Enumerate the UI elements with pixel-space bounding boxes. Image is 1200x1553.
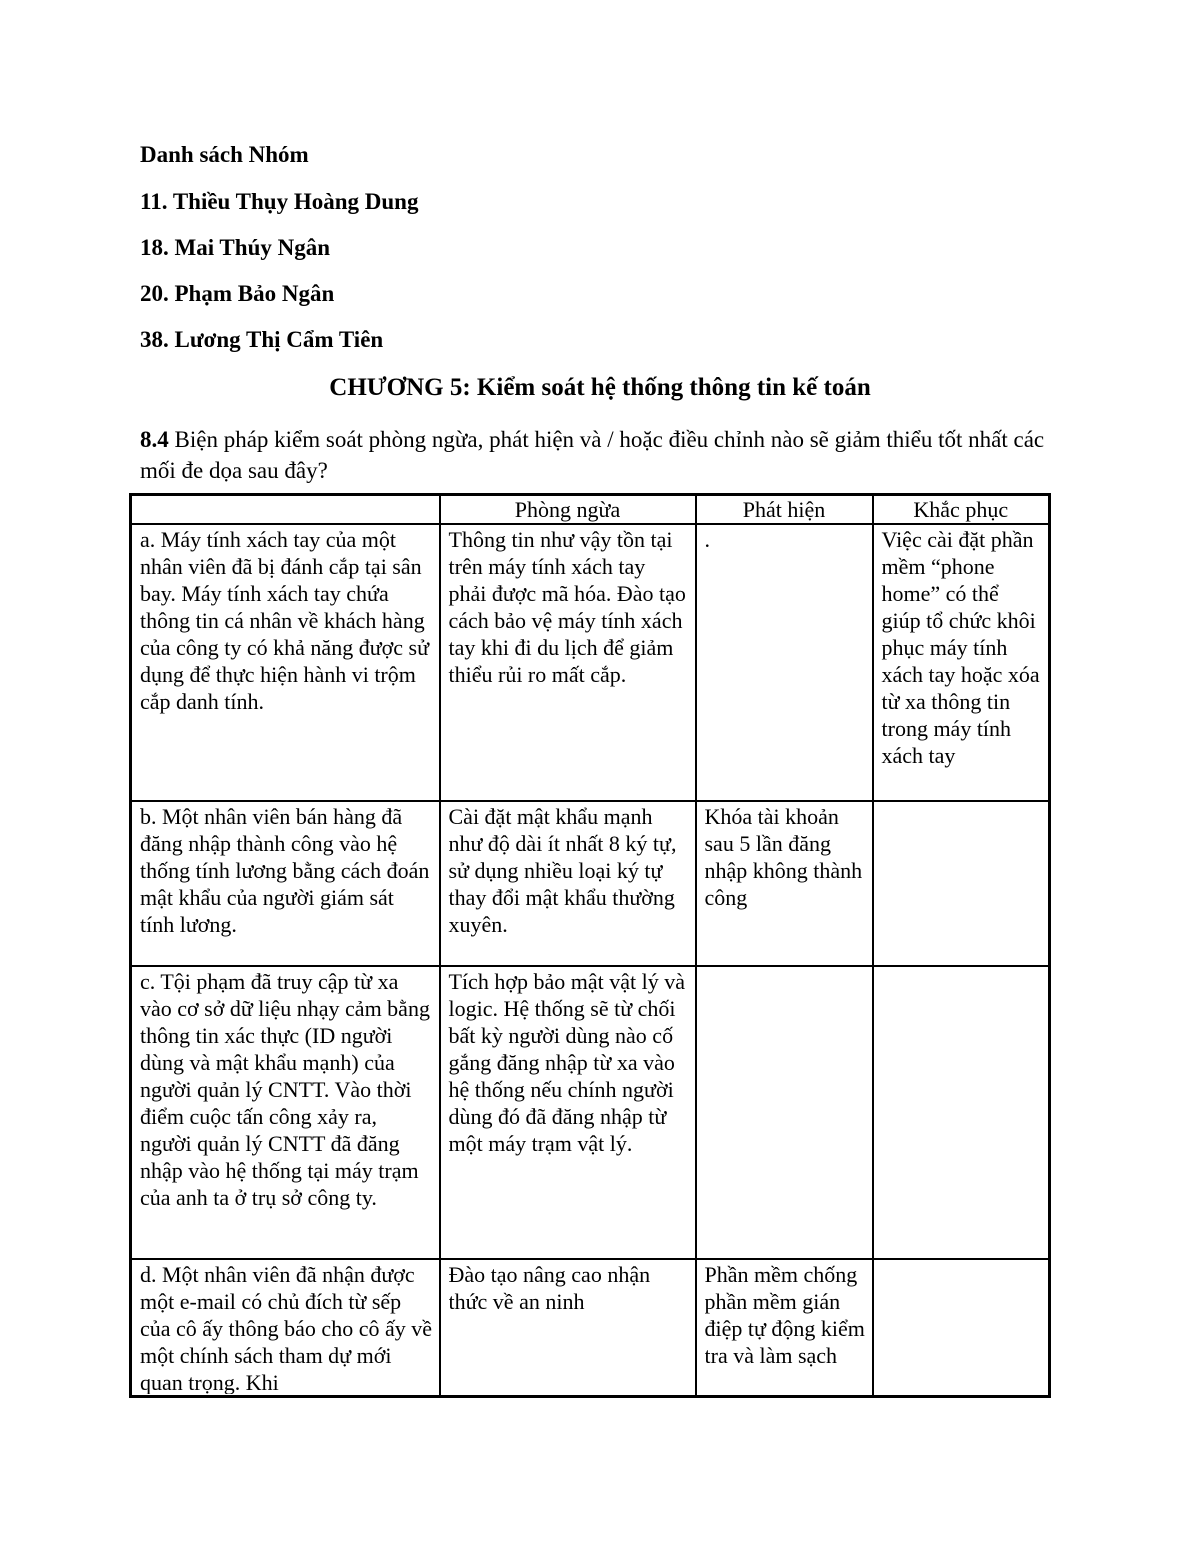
correction-cell	[873, 966, 1050, 1259]
correction-cell	[873, 1259, 1050, 1397]
table-row-a	[131, 524, 1050, 801]
detection-cell: Khóa tài khoản sau 5 lần đăng nhập không thành công	[696, 801, 873, 966]
col-header-prevention: Phòng ngừa	[440, 495, 696, 525]
col-header-threat	[131, 495, 440, 525]
detection-text-clipped: Phần mềm chống phần mềm gián điệp tự động kiểm tra và làm sạch	[704, 1262, 865, 1368]
prevention-cell	[440, 1259, 696, 1397]
member-name-3: 20. Phạm Bảo Ngân	[140, 281, 335, 306]
table-row-c	[131, 966, 1050, 1259]
question-paragraph	[140, 424, 1046, 486]
correction-cell: Việc cài đặt phần mềm “phone home” có thể giúp tổ chức khôi phục máy tính xách tay hoặc xóa từ xa thông tin trong máy tính xách tay	[873, 524, 1050, 801]
threat-text-clipped: d. Một nhân viên đã nhận được một e-mail có chủ đích từ sếp của cô ấy thông báo cho cô ấy về một chính sách tham dự mới quan trọng. Khi	[140, 1262, 432, 1394]
detection-cell	[696, 966, 873, 1259]
col-header-correction: Khắc phục	[873, 495, 1050, 525]
col-header-detection: Phát hiện	[696, 495, 873, 525]
detection-cell: .	[696, 524, 873, 801]
prevention-cell: Tích hợp bảo mật vật lý và logic. Hệ thống sẽ từ chối bất kỳ người dùng nào cố gắng đăng nhập từ xa vào hệ thống nếu chính người dùng đó đã đăng nhập từ một máy trạm vật lý.	[440, 966, 696, 1259]
detection-cell	[696, 1259, 873, 1397]
threat-cell: c. Tội phạm đã truy cập từ xa vào cơ sở dữ liệu nhạy cảm bằng thông tin xác thực (ID người dùng và mật khẩu mạnh) của người quản lý CNTT. Vào thời điểm cuộc tấn công xảy ra, người quản lý CNTT đã đăng nhập vào hệ thống tại máy trạm của anh ta ở trụ sở công ty.	[131, 966, 440, 1259]
prevention-cell: Thông tin như vậy tồn tại trên máy tính xách tay phải được mã hóa. Đào tạo cách bảo vệ máy tính xách tay khi đi du lịch để giảm thiểu rủi ro mất cắp.	[440, 524, 696, 801]
member-name-4: 38. Lương Thị Cẩm Tiên	[140, 327, 384, 352]
chapter-title: CHƯƠNG 5: Kiểm soát hệ thống thông tin kế toán	[329, 374, 871, 401]
table-row-d	[131, 1259, 1050, 1397]
member-name-2: 18. Mai Thúy Ngân	[140, 235, 331, 260]
question-number: 8.4	[140, 427, 169, 452]
threat-cell	[131, 1259, 440, 1397]
threat-cell: a. Máy tính xách tay của một nhân viên đã bị đánh cắp tại sân bay. Máy tính xách tay chứa thông tin cá nhân về khách hàng của công ty có khả năng được sử dụng để thực hiện hành vi trộm cắp danh tính.	[131, 524, 440, 801]
correction-text-clipped	[882, 1261, 1043, 1394]
prevention-text-clipped: Đào tạo nâng cao nhận thức về an ninh	[448, 1262, 651, 1314]
prevention-cell: Cài đặt mật khẩu mạnh như độ dài ít nhất 8 ký tự, sử dụng nhiều loại ký tự thay đổi mật khẩu thường xuyên.	[440, 801, 696, 966]
correction-cell	[873, 801, 1050, 966]
table-header-row	[131, 495, 1050, 525]
question-text: Biện pháp kiểm soát phòng ngừa, phát hiện và / hoặc điều chỉnh nào sẽ giảm thiểu tốt nhất các mối đe dọa sau đây?	[140, 427, 1045, 483]
threats-controls-table	[129, 493, 1051, 1398]
group-list-title: Danh sách Nhóm	[140, 142, 309, 167]
member-name-1: 11. Thiều Thụy Hoàng Dung	[140, 189, 419, 214]
table-row-b	[131, 801, 1050, 966]
threat-cell: b. Một nhân viên bán hàng đã đăng nhập thành công vào hệ thống tính lương bằng cách đoán mật khẩu của người giám sát tính lương.	[131, 801, 440, 966]
